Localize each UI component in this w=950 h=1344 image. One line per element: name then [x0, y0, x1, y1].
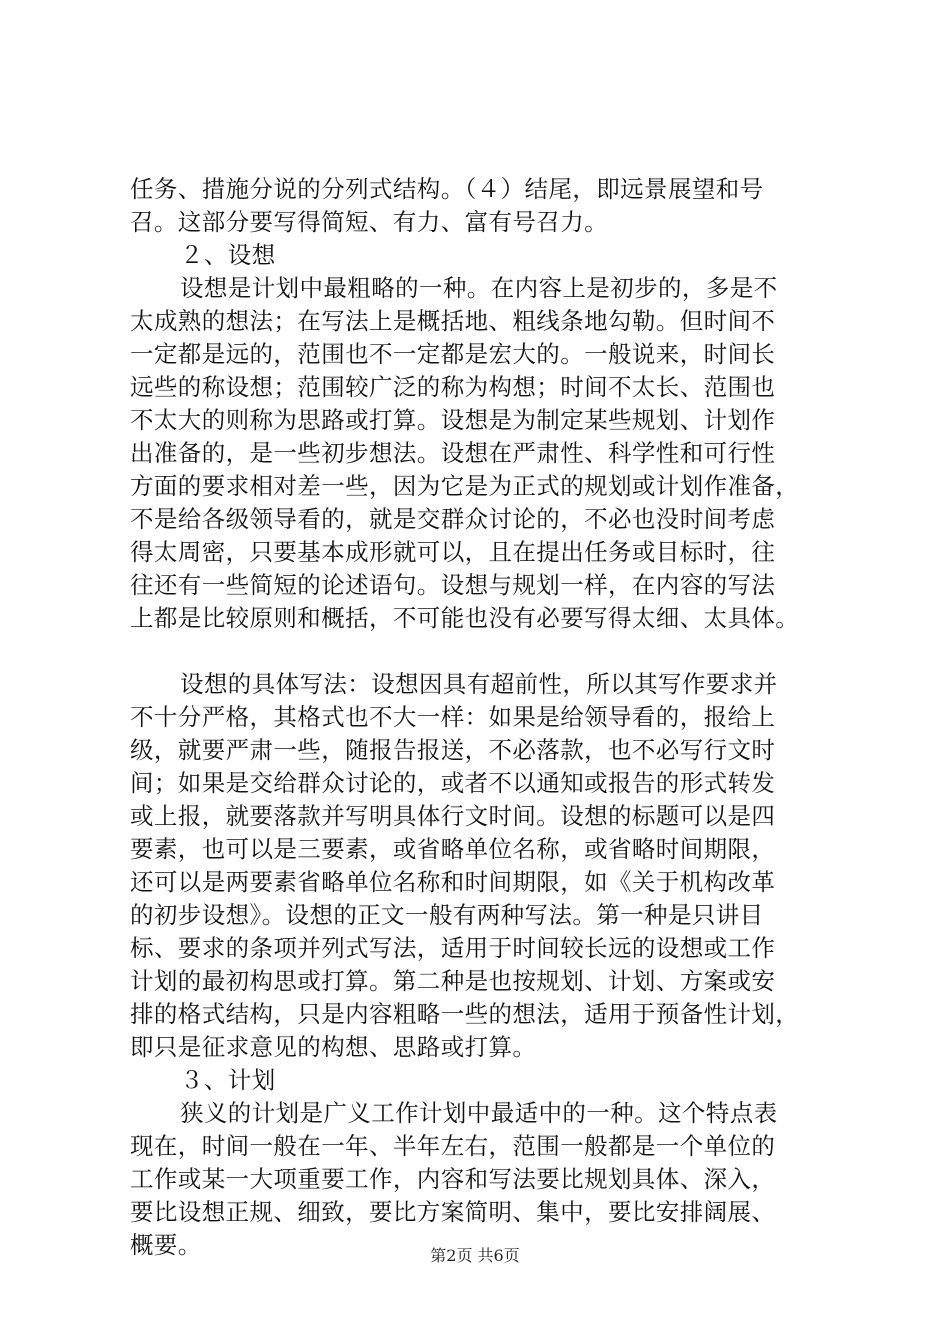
text-line: 太成熟的想法；在写法上是概括地、粗线条地勾勒。但时间不 — [130, 307, 776, 335]
text-line: 排的格式结构，只是内容粗略一些的想法，适用于预备性计划， — [130, 1000, 800, 1028]
page-number-footer: 第2页 共6页 — [430, 1246, 520, 1265]
text-line: 要素，也可以是三要素，或省略单位名称，或省略时间期限， — [130, 835, 776, 863]
text-line: 标、要求的条项并列式写法，适用于时间较长远的设想或工作 — [130, 934, 776, 962]
text-line: 设想的具体写法：设想因具有超前性，所以其写作要求并 — [180, 670, 778, 698]
paragraph-gap — [130, 635, 845, 668]
text-line: 远些的称设想；范围较广泛的称为构想；时间不太长、范围也 — [130, 373, 776, 401]
text-line: 计划的最初构思或打算。第二种是也按规划、计划、方案或安 — [130, 967, 776, 995]
text-line: 一定都是远的，范围也不一定都是宏大的。一般说来，时间长 — [130, 340, 776, 368]
text-line: 狭义的计划是广义工作计划中最适中的一种。这个特点表 — [180, 1099, 778, 1127]
text-line: 上都是比较原则和概括，不可能也没有必要写得太细、太具体。 — [130, 604, 800, 632]
text-line: 间；如果是交给群众讨论的，或者不以通知或报告的形式转发 — [130, 769, 776, 797]
text-line: 往还有一些简短的论述语句。设想与规划一样，在内容的写法 — [130, 571, 776, 599]
section-heading: ２、设想 — [180, 241, 276, 269]
text-line: 召。这部分要写得简短、有力、富有号召力。 — [130, 208, 608, 236]
text-line: 不太大的则称为思路或打算。设想是为制定某些规划、计划作 — [130, 406, 776, 434]
document-body — [130, 173, 845, 1262]
text-line: 设想是计划中最粗略的一种。在内容上是初步的，多是不 — [180, 274, 778, 302]
text-line: 要比设想正规、细致，要比方案简明、集中，要比安排阔展、 — [130, 1198, 776, 1226]
text-line: 还可以是两要素省略单位名称和时间期限，如《关于机构改革 — [130, 868, 776, 896]
text-line: 的初步设想》。设想的正文一般有两种写法。第一种是只讲目 — [130, 901, 764, 929]
text-line: 概要。 — [130, 1231, 202, 1259]
section-heading: ３、计划 — [180, 1066, 276, 1094]
text-line: 即只是征求意见的构想、思路或打算。 — [130, 1033, 537, 1061]
text-line: 方面的要求相对差一些，因为它是为正式的规划或计划作准备， — [130, 472, 800, 500]
text-line: 现在，时间一般在一年、半年左右，范围一般都是一个单位的 — [130, 1132, 776, 1160]
text-line: 出准备的，是一些初步想法。设想在严肃性、科学性和可行性 — [130, 439, 776, 467]
text-line: 或上报，就要落款并写明具体行文时间。设想的标题可以是四 — [130, 802, 776, 830]
text-line: 不是给各级领导看的，就是交群众讨论的，不必也没时间考虑 — [130, 505, 776, 533]
text-line: 级，就要严肃一些，随报告报送，不必落款，也不必写行文时 — [130, 736, 776, 764]
text-line: 任务、措施分说的分列式结构。（４）结尾，即远景展望和号 — [130, 175, 764, 203]
text-line: 不十分严格，其格式也不大一样：如果是给领导看的，报给上 — [130, 703, 776, 731]
text-line: 工作或某一大项重要工作，内容和写法要比规划具体、深入， — [130, 1165, 776, 1193]
text-line: 得太周密，只要基本成形就可以，且在提出任务或目标时，往 — [130, 538, 776, 566]
